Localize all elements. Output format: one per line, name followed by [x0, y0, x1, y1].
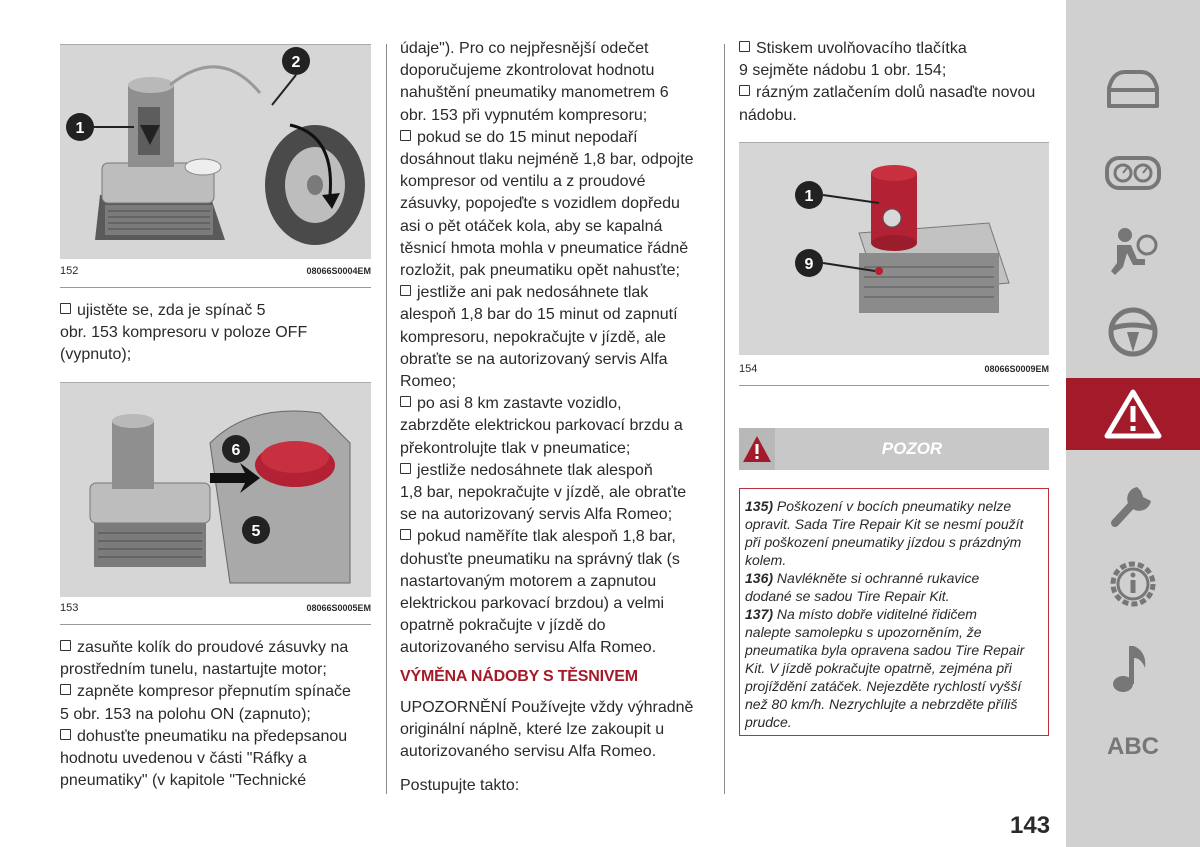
sidebar-item-driving[interactable] [1066, 294, 1200, 366]
figure-152 [60, 44, 371, 259]
figure-number: 154 [739, 363, 758, 375]
column-separator [386, 44, 387, 794]
section-heading: VÝMĚNA NÁDOBY S TĚSNIVEM [400, 668, 638, 685]
checkbox-bullet-icon [739, 85, 750, 96]
callout-5: 5 [251, 523, 261, 540]
list-item: Stiskem uvolňovacího tlačítka 9 sejměte nádobu 1 obr. 154; [739, 40, 967, 80]
figure-code: 08066S0009EM [984, 364, 1049, 374]
car-icon [1103, 60, 1163, 116]
list-item: rázným zatlačením dolů nasaďte novou nádobu. [739, 84, 1036, 124]
list-item: zapněte kompresor přepnutím spínače 5 obr. 153 na polohu ON (zapnuto); [60, 683, 351, 723]
divider [60, 624, 371, 625]
checkbox-bullet-icon [60, 640, 71, 651]
checkbox-bullet-icon [60, 303, 71, 314]
callout-1: 1 [804, 188, 814, 205]
list-item: pokud naměříte tlak alespoň 1,8 bar, dohusťte pneumatiku na správný tlak (s nastartovaným motorem a zapnutou elektrickou parkovací brzdou) a velmi opatrně pokračujte v jízdě do autorizovaného servisu Alfa Romeo. [400, 528, 680, 657]
column-1-text-a [60, 300, 380, 367]
figure-154 [739, 142, 1049, 355]
compressor-tire-illustration [60, 45, 371, 259]
sidebar-item-safety[interactable] [1066, 215, 1200, 287]
list-item: jestliže nedosáhnete tlak alespoň 1,8 bar, nepokračujte v jízdě, ale obraťte se na autorizovaný servis Alfa Romeo; [400, 461, 687, 524]
figure-number: 153 [60, 602, 79, 614]
divider [739, 385, 1049, 386]
column-3-text [739, 38, 1057, 127]
list-item: ujistěte se, zda je spínač 5 obr. 153 kompresoru v poloze OFF (vypnuto); [60, 302, 308, 364]
checkbox-bullet-icon [60, 684, 71, 695]
checkbox-bullet-icon [400, 529, 411, 540]
warning-triangle-icon [1103, 386, 1163, 442]
checkbox-bullet-icon [60, 729, 71, 740]
warning-note: 137) Na místo dobře viditelné řidičem nalepte samolepku s upozorněním, že pneumatika byla opravena sadou Tire Repair Kit. V jízdě pokračujte opatrně, zejména při projíždění zatáček. Nejezděte rychlostí vyšší než 80 km/h. Nezrychlujte a nebrzděte příliš prudce. [745, 606, 1025, 730]
figure-caption [60, 601, 371, 615]
warning-triangle-icon [739, 428, 775, 470]
dashboard-icon [1103, 144, 1163, 200]
warning-title: POZOR [881, 439, 943, 458]
warning-note: 135) Poškození v bocích pneumatiky nelze opravit. Sada Tire Repair Kit se nesmí použít při poškození pneumatiky jízdou s prázdným kolem. [745, 498, 1024, 568]
steering-wheel-icon [1103, 302, 1163, 358]
sidebar-item-technical-data[interactable] [1066, 546, 1200, 618]
canister-replacement-illustration [739, 143, 1049, 355]
sidebar-item-emergency[interactable] [1066, 378, 1200, 450]
divider [60, 287, 371, 288]
column-separator [724, 44, 725, 794]
figure-code: 08066S0004EM [306, 266, 371, 276]
info-gear-icon [1103, 554, 1163, 610]
checkbox-bullet-icon [400, 463, 411, 474]
sidebar-item-index[interactable]: ABC [1107, 733, 1159, 760]
warning-note: 136) Navlékněte si ochranné rukavice dodané se sadou Tire Repair Kit. [745, 570, 980, 604]
checkbox-bullet-icon [400, 396, 411, 407]
checkbox-bullet-icon [739, 41, 750, 52]
music-note-icon [1103, 640, 1163, 696]
column-2-text [400, 38, 718, 660]
callout-1: 1 [75, 120, 85, 137]
figure-code: 08066S0005EM [306, 603, 371, 613]
list-item: zasuňte kolík do proudové zásuvky na prostředním tunelu, nastartujte motor; [60, 639, 349, 679]
callout-9: 9 [804, 256, 814, 273]
airbag-icon [1103, 223, 1163, 279]
figure-caption [60, 264, 371, 278]
warning-notes [739, 488, 1049, 736]
callout-2: 2 [291, 54, 301, 71]
figure-number: 152 [60, 265, 79, 277]
sidebar-item-dashboard[interactable] [1066, 136, 1200, 208]
wrench-icon [1103, 473, 1163, 529]
checkbox-bullet-icon [400, 285, 411, 296]
list-item: jestliže ani pak nedosáhnete tlak alespoň 1,8 bar do 15 minut od zapnutí kompresoru, nepokračujte v jízdě, ale obraťte se na autorizovaný servis Alfa Romeo; [400, 284, 678, 391]
list-item: pokud se do 15 minut nepodaří dosáhnout tlaku nejméně 1,8 bar, odpojte kompresor od ventilu a z proudové zásuvky, popojeďte s vozidlem dopředu asi o pět otáček kola, aby se kapalná těsnicí hmota mohla v pneumatice řádně rozložit, pak pneumatiku opět nahusťte; [400, 128, 694, 280]
list-item: po asi 8 km zastavte vozidlo, zabrzděte elektrickou parkovací brzdu a překontrolujte tlak v pneumatice; [400, 395, 683, 457]
figure-caption [739, 362, 1049, 376]
checkbox-bullet-icon [400, 130, 411, 141]
compressor-switch-illustration [60, 383, 371, 597]
notice-paragraph: UPOZORNĚNÍ Používejte vždy výhradně originální náplně, které lze zakoupit u autorizovaného servisu Alfa Romeo. [400, 699, 694, 761]
steps-intro: Postupujte takto: [400, 777, 520, 794]
sidebar-item-maintenance[interactable] [1066, 465, 1200, 537]
column-1-text-b [60, 637, 380, 792]
paragraph: údaje"). Pro co nejpřesnější odečet doporučujeme zkontrolovat hodnotu nahuštění pneumatiky manometrem 6 obr. 153 při vypnutém kompresoru; [400, 40, 669, 124]
callout-6: 6 [231, 442, 241, 459]
list-item: dohusťte pneumatiku na předepsanou hodnotu uvedenou v části "Ráfky a pneumatiky" (v kapitole "Technické [60, 727, 348, 790]
warning-header [739, 428, 1049, 470]
figure-153 [60, 382, 371, 597]
page-number: 143 [1010, 812, 1051, 839]
sidebar-item-multimedia[interactable] [1066, 632, 1200, 704]
sidebar-item-car[interactable] [1066, 52, 1200, 124]
chapter-sidebar [1066, 0, 1200, 847]
